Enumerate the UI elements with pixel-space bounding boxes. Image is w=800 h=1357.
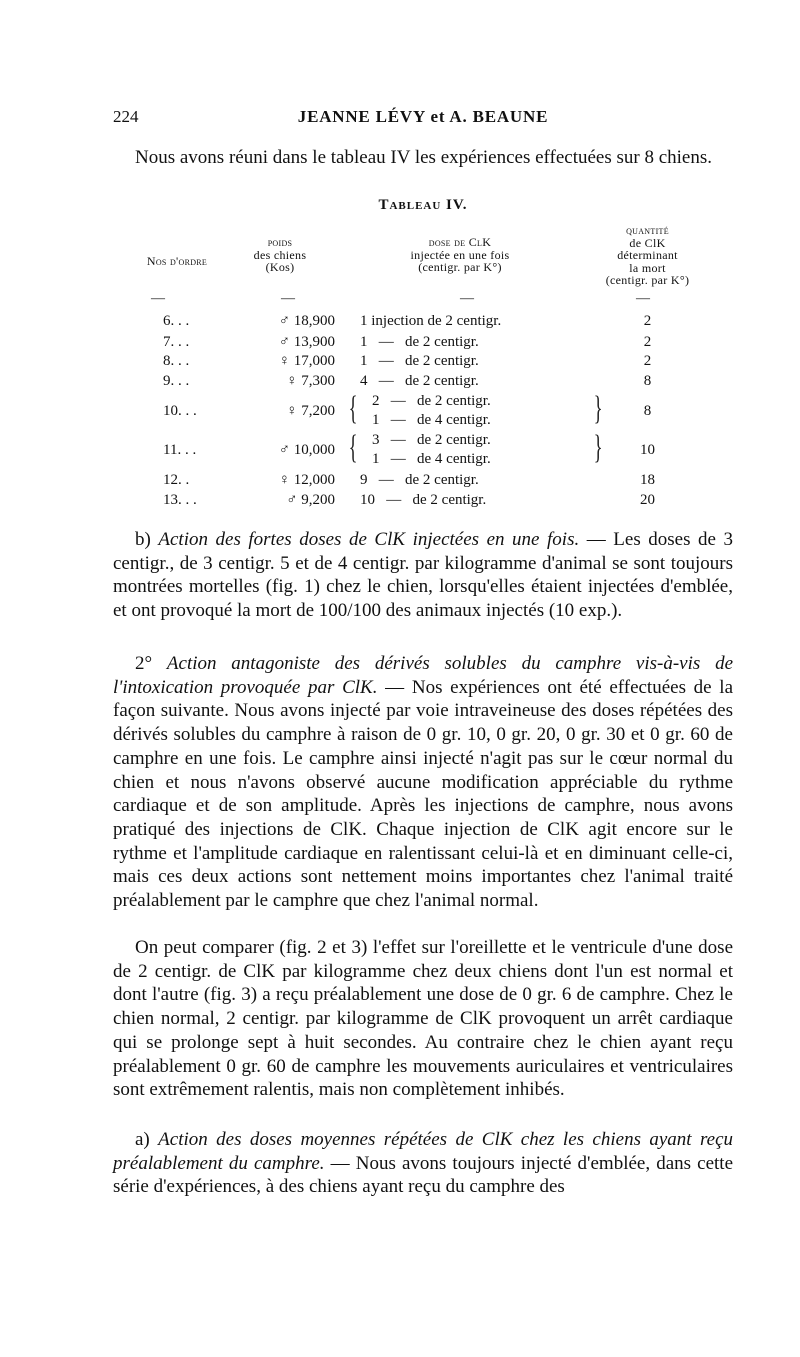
section-b-text: — Les doses de 3 centigr., de 3 centigr. 5 et de 4 centigr. par kilogramme d'animal se sont toujours montrées mortelles (fig. 1) chez le chien, lorsqu'elles étaient injectées d'emblée, et ont provoqué la mort de 100/100 des animaux injectés (10 exp.). xyxy=(113,529,734,622)
header-dash-weight: — xyxy=(281,291,295,306)
table-cell-dose: 9 — de 2 centigr. xyxy=(360,472,479,488)
table-cell-quantity: 2 xyxy=(643,313,652,329)
left-brace: { xyxy=(348,429,358,466)
table-cell-weight: ♀ 7,200 xyxy=(286,403,335,419)
table-cell-quantity: 10 xyxy=(640,442,655,458)
table-cell-no: 7. . . xyxy=(163,334,190,350)
col-header-weight-line2: des chiens xyxy=(253,247,307,262)
table-cell-no: 9. . . xyxy=(163,373,190,389)
col-header-quantity-line3: déterminant xyxy=(617,248,678,262)
table-cell-weight: ♂ 18,900 xyxy=(278,313,335,329)
table-cell-dose: 1 — de 2 centigr. xyxy=(360,353,479,369)
right-brace: } xyxy=(593,429,603,466)
col-header-weight-line1: poids xyxy=(267,235,293,249)
table-cell-no: 12. . xyxy=(163,472,190,488)
table-cell-no: 8. . . xyxy=(163,353,190,369)
table-cell-weight: ♀ 17,000 xyxy=(278,353,335,369)
comparison-paragraph: On peut comparer (fig. 2 et 3) l'effet sur l'oreillette et le ventricule d'une dose de 2 centigr. de ClK par kilogramme chez deux chiens dont l'un est normal et dont l'autre (fig. 3) a reçu préalablement une dose de 0 gr. 6 de camphre. Chez le chien normal, 2 centigr. par kilogramme de ClK provoquent un arrêt cardiaque qui se prolonge sept à huit secondes. Au contraire chez le chien ayant reçu préalablement 0 gr. 60 de camphre les mouvements auriculaires et ventriculaires sont extrêmement ralentis, mais non complètement inhibés. xyxy=(113,937,733,1101)
table-cell-dose: 1 — de 4 centigr. xyxy=(372,412,491,428)
col-header-quantity xyxy=(575,224,720,287)
section-2-title: Action antagoniste des dérivés solubles du camphre vis-à-vis de l'intoxication provoquée par ClK. xyxy=(113,653,734,698)
header-dash-quantity: — xyxy=(636,291,650,306)
table-cell-quantity: 18 xyxy=(640,472,655,488)
table-cell-no: 13. . . xyxy=(163,492,197,508)
table-cell-quantity: 20 xyxy=(640,492,655,508)
header-dash-dose: — xyxy=(460,291,474,306)
table-cell-no: 10. . . xyxy=(163,403,197,419)
section-2-paragraph xyxy=(113,652,733,913)
section-a-text: — Nous avons toujours injecté d'emblée, dans cette série d'expériences, à des chiens ayant reçu du camphre des xyxy=(113,1152,733,1198)
section-2-label: 2° xyxy=(135,653,153,674)
table-cell-dose: 1 — de 4 centigr. xyxy=(372,451,491,467)
page-header xyxy=(113,107,733,133)
page-number: 224 xyxy=(113,107,139,126)
table-cell-weight: ♀ 7,300 xyxy=(286,373,335,389)
table-cell-dose: 1 — de 2 centigr. xyxy=(360,334,479,350)
section-2-text: — Nos expériences ont été effectuées de la façon suivante. Nous avons injecté par voie intraveineuse des doses répétées des dérivés solubles du camphre à raison de 0 gr. 10, 0 gr. 20, 0 gr. 30 et 0 gr. 60 de camphre en une fois. Le camphre ainsi injecté n'agit pas sur le cœur normal du chien et nous n'avons observé aucune modification appréciable du rythme cardiaque et de son amplitude. Après les injections de camphre, nous avons pratiqué des injections de ClK. Chaque injection de ClK agit encore sur le rythme et l'amplitude cardiaque en ralentissant celui-là et en diminuant celle-ci, mais ces deux actions sont nettement moins importantes chez l'animal traité préalablement par le camphre que chez l'animal normal. xyxy=(113,676,734,912)
table-cell-dose: 4 — de 2 centigr. xyxy=(360,373,479,389)
section-a-title: Action des doses moyennes répétées de ClK chez les chiens ayant reçu préalablement du camphre. xyxy=(113,1129,733,1174)
table-cell-quantity: 2 xyxy=(643,353,652,369)
table-cell-dose: 3 — de 2 centigr. xyxy=(372,432,491,448)
section-b-paragraph xyxy=(113,528,733,623)
table-cell-weight: ♀ 12,000 xyxy=(278,472,335,488)
header-dash-no: — xyxy=(151,291,165,306)
table-cell-quantity: 2 xyxy=(643,334,652,350)
col-header-quantity-line5: (centigr. par K°) xyxy=(605,273,690,287)
col-header-weight-line3: (Kos) xyxy=(265,260,295,274)
col-header-dose-line3: (centigr. par K°) xyxy=(418,260,502,274)
table-cell-no: 11. . . xyxy=(163,442,197,458)
table-cell-quantity: 8 xyxy=(643,373,652,389)
running-title: JEANNE LÉVY et A. BEAUNE xyxy=(297,107,549,126)
table-cell-dose: 10 — de 2 centigr. xyxy=(360,492,487,508)
table-cell-no: 6. . . xyxy=(163,313,190,329)
section-b-title: Action des fortes doses de ClK injectées en une fois. xyxy=(158,529,580,550)
left-brace: { xyxy=(348,390,358,427)
table-caption: Tableau IV. xyxy=(378,197,468,213)
table-cell-weight: ♂ 10,000 xyxy=(278,442,335,458)
table-cell-quantity: 8 xyxy=(643,403,652,419)
table-cell-dose: 1 injection de 2 centigr. xyxy=(360,313,502,329)
col-header-dose xyxy=(375,236,545,274)
intro-paragraph: Nous avons réuni dans le tableau IV les expériences effectuées sur 8 chiens. xyxy=(135,147,713,168)
col-header-quantity-line4: la mort xyxy=(629,260,666,275)
section-a-label: a) xyxy=(135,1129,150,1150)
col-header-dose-line2: injectée en une fois xyxy=(410,247,510,262)
table-cell-dose: 2 — de 2 centigr. xyxy=(372,393,491,409)
section-a-paragraph xyxy=(113,1128,733,1199)
right-brace: } xyxy=(593,390,603,427)
table-cell-weight: ♂ 13,900 xyxy=(278,334,335,350)
col-header-weight xyxy=(230,236,330,274)
col-header-no: Nos d'ordre xyxy=(146,254,208,268)
table-cell-weight: ♂ 9,200 xyxy=(286,492,335,508)
col-header-quantity-line2: de ClK xyxy=(629,235,666,250)
section-b-label: b) xyxy=(135,529,151,550)
col-header-dose-line1: dose de ClK xyxy=(428,235,492,249)
col-header-quantity-line1: quantité xyxy=(626,223,669,237)
